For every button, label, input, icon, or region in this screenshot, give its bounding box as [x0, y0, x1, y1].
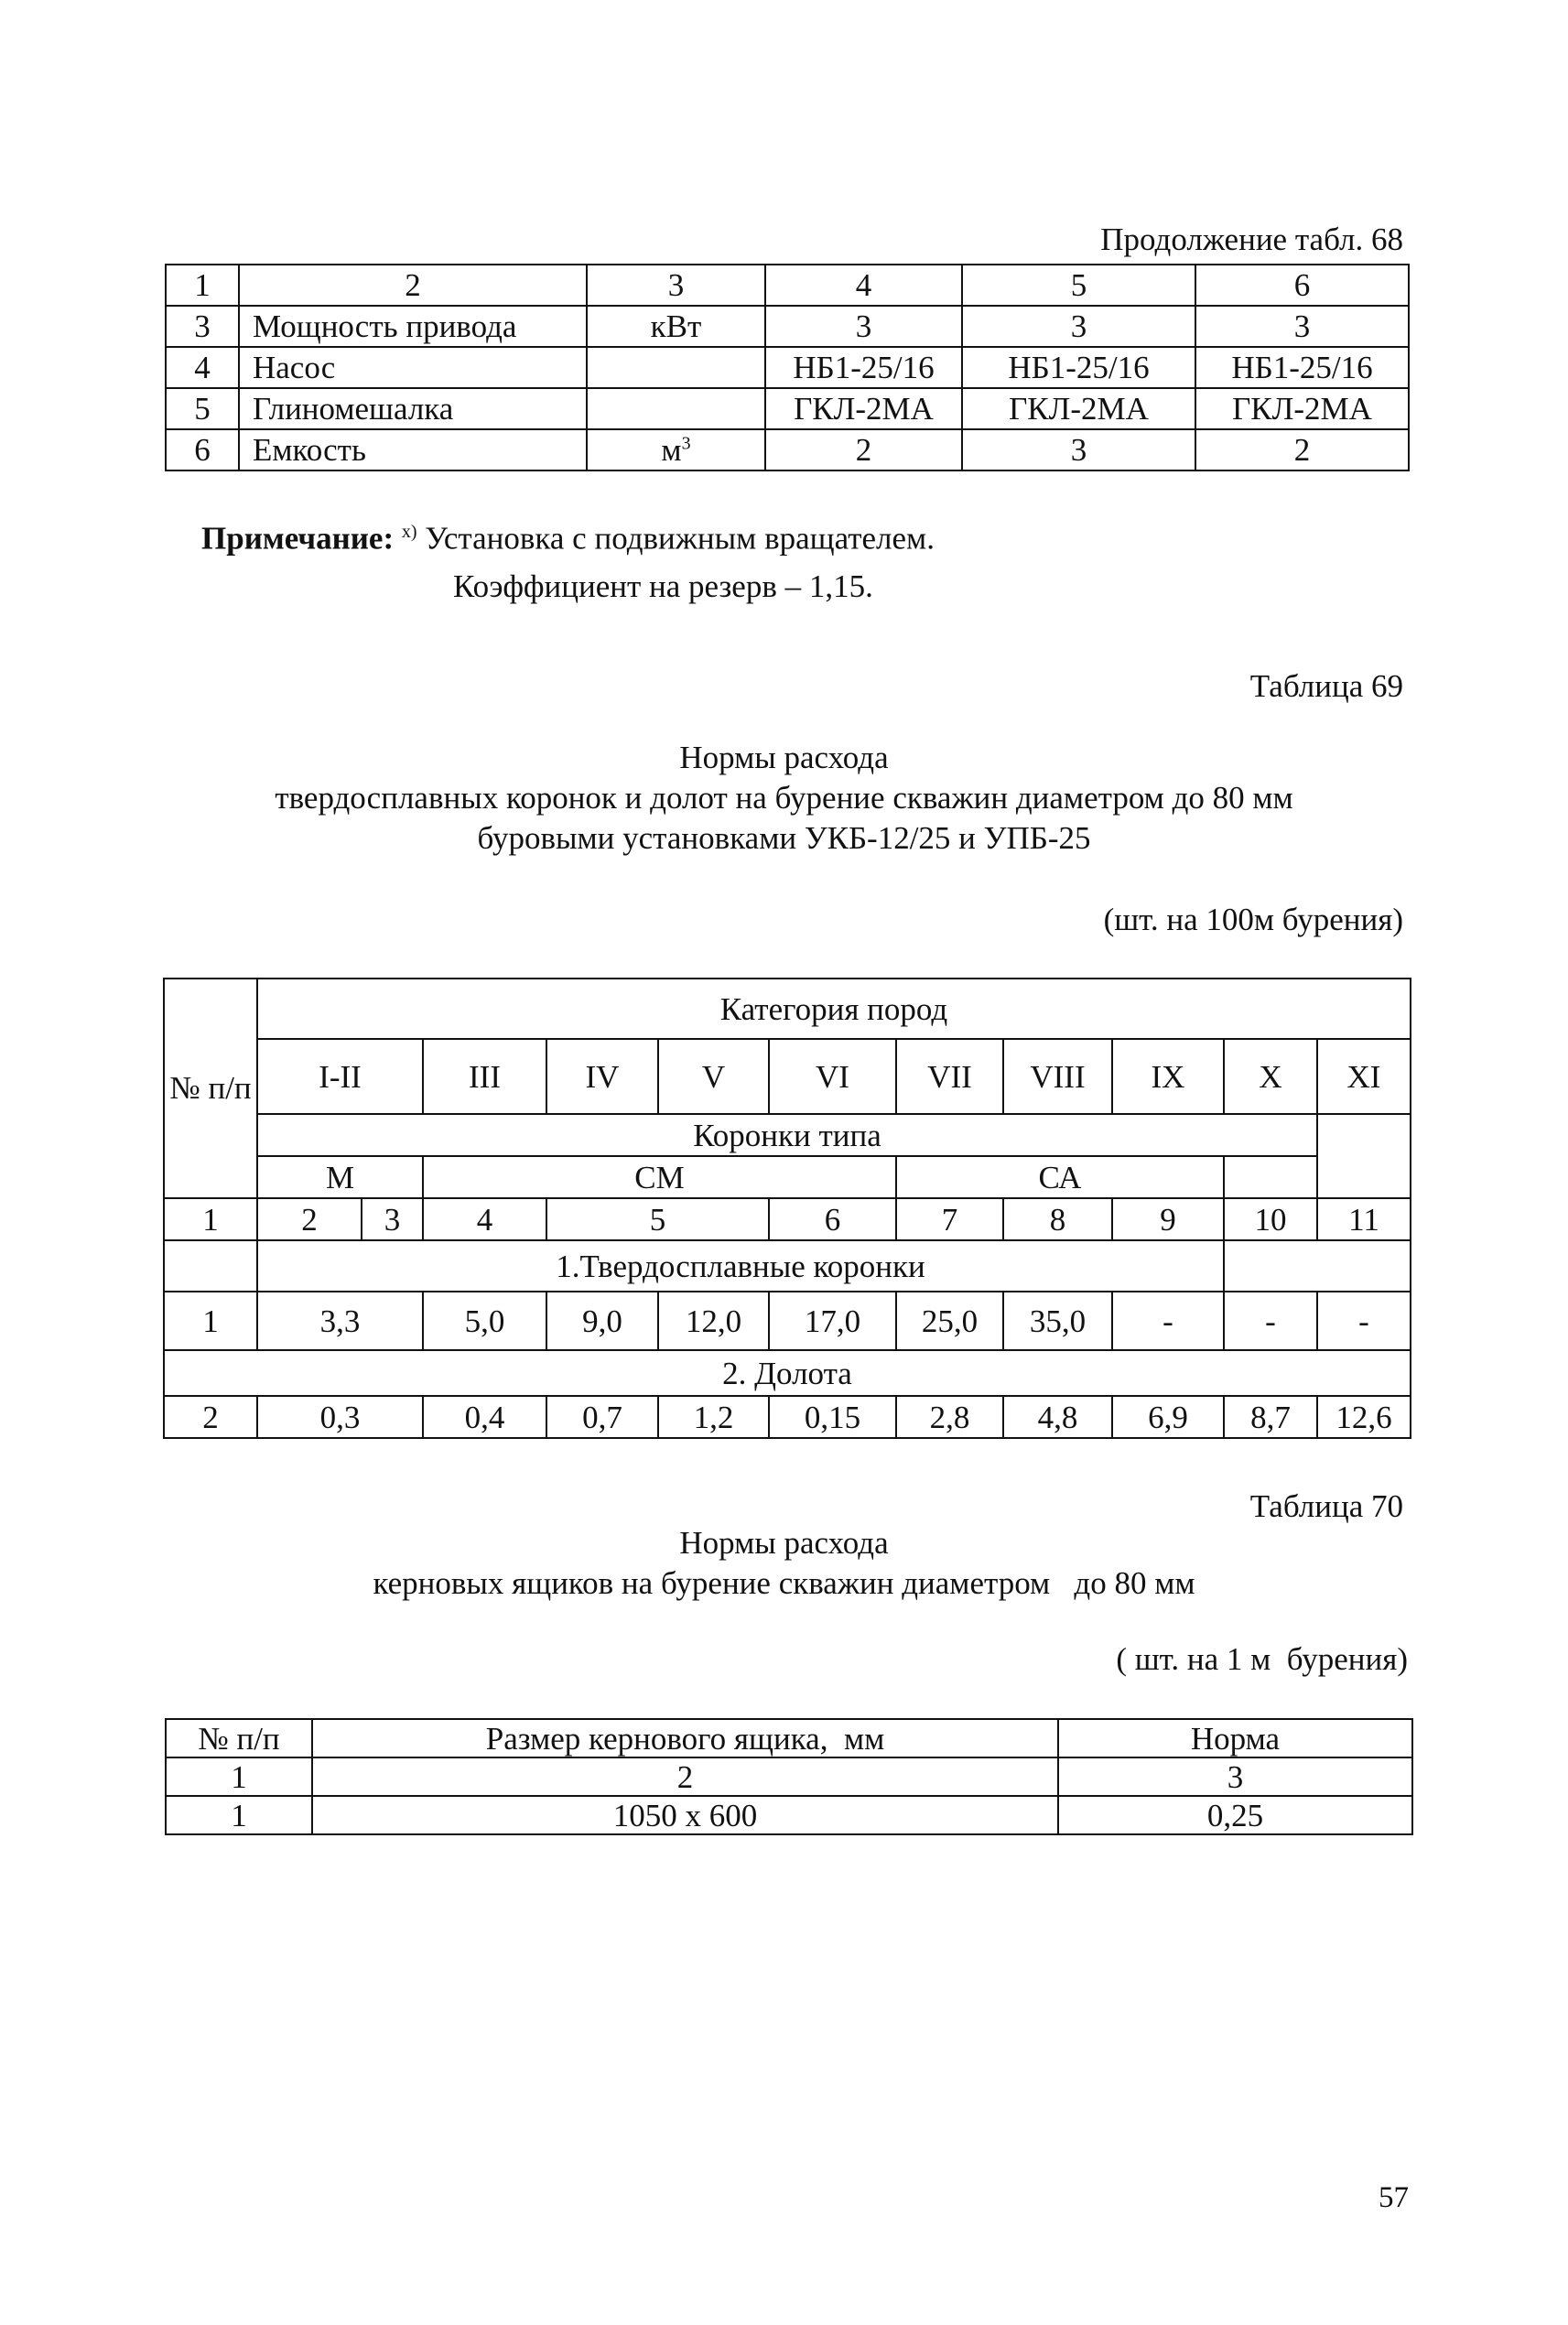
category-header-cell: Категория пород	[257, 979, 1411, 1039]
table-cell: НБ1-25/16	[765, 347, 962, 388]
table-cell: 1,2	[658, 1396, 769, 1438]
table-cell: 2,8	[896, 1396, 1003, 1438]
table-cell: 35,0	[1003, 1292, 1112, 1350]
table-cell: 12,6	[1317, 1396, 1411, 1438]
category-cell: I-II	[257, 1039, 423, 1114]
note-line-1: Установка с подвижным вращателем.	[425, 520, 935, 557]
header-cell: 4	[765, 265, 962, 306]
empty-cell	[164, 1240, 257, 1292]
table-header-row	[166, 265, 1409, 306]
section-row	[164, 1240, 1411, 1292]
table-cell: -	[1317, 1292, 1411, 1350]
table-69	[163, 978, 1411, 1439]
empty-cell	[1224, 1156, 1317, 1198]
table-cell: ГКЛ-2МА	[765, 388, 962, 429]
column-number-cell: 3	[362, 1198, 423, 1240]
note-marker: х)	[401, 522, 417, 542]
table-cell: 8,7	[1224, 1396, 1317, 1438]
table-cell: 1	[164, 1292, 257, 1350]
column-number-cell: 3	[1058, 1757, 1412, 1796]
table-cell: 0,25	[1058, 1796, 1412, 1834]
table-cell: 1	[166, 1796, 312, 1834]
category-header-row	[164, 979, 1411, 1039]
table-cell: 6	[166, 429, 239, 470]
unit-text: м	[661, 432, 682, 468]
table-cell: 0,4	[423, 1396, 546, 1438]
table-69-title-1: Нормы расхода	[679, 740, 889, 775]
table-cell: Глиномешалка	[239, 388, 587, 429]
column-numbers-row	[166, 1757, 1412, 1796]
table-cell: 4	[166, 347, 239, 388]
table-cell: ГКЛ-2МА	[962, 388, 1195, 429]
column-number-cell: 4	[423, 1198, 546, 1240]
table-row	[164, 1292, 1411, 1350]
table-70-unit: ( шт. на 1 м бурения)	[1116, 1641, 1408, 1677]
page-number: 57	[1379, 2181, 1409, 2214]
category-cell: IX	[1112, 1039, 1224, 1114]
table-row	[166, 306, 1409, 347]
table-cell: 3,3	[257, 1292, 423, 1350]
table-row	[166, 388, 1409, 429]
table-cell: -	[1224, 1292, 1317, 1350]
crown-types-row	[164, 1156, 1411, 1198]
table-cell: 17,0	[769, 1292, 896, 1350]
table-header-row	[166, 1719, 1412, 1757]
note-label: Примечание:	[201, 520, 395, 557]
header-cell: Размер кернового ящика, мм	[312, 1719, 1058, 1757]
npp-header-cell: № п/п	[164, 979, 257, 1198]
category-cell: V	[658, 1039, 769, 1114]
table-70	[165, 1718, 1413, 1835]
table-cell: ГКЛ-2МА	[1195, 388, 1409, 429]
column-number-cell: 7	[896, 1198, 1003, 1240]
column-number-cell: 11	[1317, 1198, 1411, 1240]
column-number-cell: 6	[769, 1198, 896, 1240]
table-69-unit: (шт. на 100м бурения)	[1103, 902, 1403, 937]
table-cell: 3	[166, 306, 239, 347]
header-cell: 5	[962, 265, 1195, 306]
table-row	[166, 429, 1409, 470]
header-cell: 3	[587, 265, 765, 306]
table-70-label: Таблица 70	[1249, 1488, 1403, 1524]
column-number-cell: 8	[1003, 1198, 1112, 1240]
table-69-label: Таблица 69	[1249, 668, 1403, 704]
column-number-cell: 2	[257, 1198, 362, 1240]
section-title-cell: 2. Долота	[164, 1350, 1411, 1396]
table-cell: 1050 х 600	[312, 1796, 1058, 1834]
table-68-continuation-caption: Продолжение табл. 68	[1100, 222, 1403, 257]
table-69-title-3: буровыми установками УКБ-12/25 и УПБ-25	[477, 820, 1091, 856]
table-cell: 12,0	[658, 1292, 769, 1350]
unit-superscript: 3	[681, 433, 691, 454]
header-cell: Норма	[1058, 1719, 1412, 1757]
table-cell: 3	[1195, 306, 1409, 347]
column-number-cell: 1	[164, 1198, 257, 1240]
table-cell: 2	[164, 1396, 257, 1438]
column-number-cell: 9	[1112, 1198, 1224, 1240]
table-cell: НБ1-25/16	[962, 347, 1195, 388]
table-70-title-2: керновых ящиков на бурение скважин диаметром до 80 мм	[373, 1565, 1195, 1601]
category-cell: X	[1224, 1039, 1317, 1114]
table-cell: кВт	[587, 306, 765, 347]
table-cell: -	[1112, 1292, 1224, 1350]
table-cell	[587, 347, 765, 388]
table-cell: 6,9	[1112, 1396, 1224, 1438]
table-cell: 0,15	[769, 1396, 896, 1438]
table-row	[166, 347, 1409, 388]
column-number-cell: 5	[546, 1198, 769, 1240]
empty-cell	[1224, 1240, 1411, 1292]
table-cell	[587, 429, 765, 470]
table-cell: Мощность привода	[239, 306, 587, 347]
table-cell: Емкость	[239, 429, 587, 470]
crown-type-header-cell: Коронки типа	[257, 1114, 1317, 1156]
table-row	[164, 1396, 1411, 1438]
table-cell	[587, 388, 765, 429]
table-cell: 9,0	[546, 1292, 658, 1350]
categories-row	[164, 1039, 1411, 1114]
table-cell: 5	[166, 388, 239, 429]
table-cell: 25,0	[896, 1292, 1003, 1350]
empty-cell	[1317, 1156, 1411, 1198]
crown-type-cell: М	[257, 1156, 423, 1198]
table-cell: НБ1-25/16	[1195, 347, 1409, 388]
column-number-cell: 2	[312, 1757, 1058, 1796]
table-row	[166, 1796, 1412, 1834]
crown-type-cell: СМ	[423, 1156, 896, 1198]
table-68-note	[201, 508, 935, 611]
note-line-2: Коэффициент на резерв – 1,15.	[453, 568, 873, 604]
category-cell: XI	[1317, 1039, 1411, 1114]
table-cell: Насос	[239, 347, 587, 388]
table-cell: 3	[962, 429, 1195, 470]
header-cell: № п/п	[166, 1719, 312, 1757]
empty-cell	[1317, 1114, 1411, 1156]
table-cell: 3	[962, 306, 1195, 347]
table-cell: 4,8	[1003, 1396, 1112, 1438]
category-cell: VII	[896, 1039, 1003, 1114]
column-number-cell: 10	[1224, 1198, 1317, 1240]
section-title-cell: 1.Твердосплавные коронки	[257, 1240, 1224, 1292]
crown-type-header-row	[164, 1114, 1411, 1156]
category-cell: VI	[769, 1039, 896, 1114]
table-cell: 5,0	[423, 1292, 546, 1350]
table-69-title-2: твердосплавных коронок и долот на бурение скважин диаметром до 80 мм	[275, 780, 1293, 816]
header-cell: 6	[1195, 265, 1409, 306]
table-cell: 0,3	[257, 1396, 423, 1438]
header-cell: 2	[239, 265, 587, 306]
header-cell: 1	[166, 265, 239, 306]
column-numbers-row	[164, 1198, 1411, 1240]
table-68	[165, 264, 1410, 471]
table-cell: 3	[765, 306, 962, 347]
table-cell: 2	[765, 429, 962, 470]
section-row	[164, 1350, 1411, 1396]
category-cell: VIII	[1003, 1039, 1112, 1114]
table-cell: 2	[1195, 429, 1409, 470]
column-number-cell: 1	[166, 1757, 312, 1796]
table-70-title-1: Нормы расхода	[679, 1525, 889, 1561]
crown-type-cell: СА	[896, 1156, 1224, 1198]
table-cell: 0,7	[546, 1396, 658, 1438]
category-cell: IV	[546, 1039, 658, 1114]
category-cell: III	[423, 1039, 546, 1114]
